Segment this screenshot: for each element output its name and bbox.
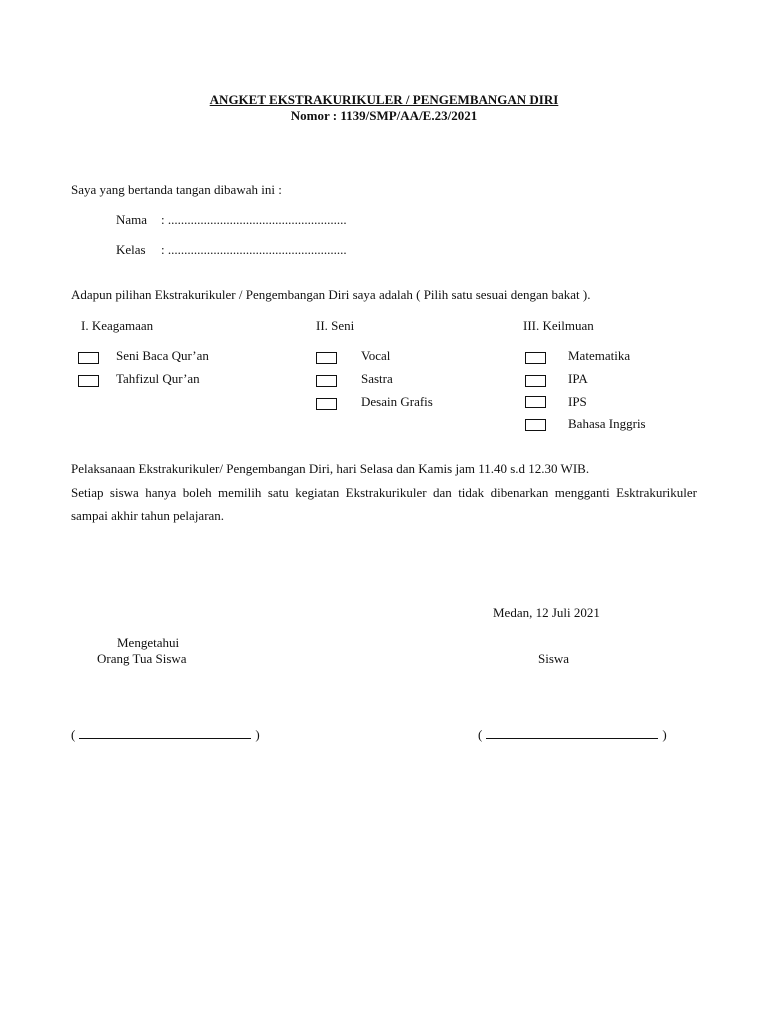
- open-paren: (: [478, 727, 483, 742]
- checkbox-sastra[interactable]: [316, 375, 337, 387]
- option-label: Bahasa Inggris: [568, 416, 646, 431]
- option-label: Sastra: [361, 371, 393, 386]
- checkbox-matematika[interactable]: [525, 352, 546, 364]
- acknowledge-label: Mengetahui: [117, 635, 180, 650]
- option-label: Desain Grafis: [361, 394, 433, 409]
- student-label: Siswa: [538, 651, 570, 666]
- close-paren: ): [662, 727, 667, 742]
- category-heading-keagamaan: I. Keagamaan: [81, 318, 154, 333]
- option-label: Tahfizul Qur’an: [116, 371, 200, 386]
- parent-label: Orang Tua Siswa: [97, 651, 187, 666]
- option-label: Matematika: [568, 348, 631, 363]
- schedule-note: Pelaksanaan Ekstrakurikuler/ Pengembangan Diri, hari Selasa dan Kamis jam 11.40 s.d 12.30 WIB.: [71, 461, 590, 476]
- checkbox-seni-baca-quran[interactable]: [78, 352, 99, 364]
- option-label: Vocal: [361, 348, 391, 363]
- checkbox-desain-grafis[interactable]: [316, 398, 337, 410]
- field-nama-label: Nama: [116, 212, 148, 227]
- checkbox-ips[interactable]: [525, 396, 546, 408]
- field-nama-value[interactable]: : .......................................................: [161, 212, 347, 227]
- checkbox-tahfizul-quran[interactable]: [78, 375, 99, 387]
- student-signature-line[interactable]: [478, 726, 667, 743]
- option-label: IPS: [568, 394, 587, 409]
- field-kelas-value[interactable]: : .......................................................: [161, 242, 347, 257]
- document-number: Nomor : 1139/SMP/AA/E.23/2021: [290, 108, 478, 123]
- field-kelas-label: Kelas: [116, 242, 146, 257]
- document-title: ANGKET EKSTRAKURIKULER / PENGEMBANGAN DIRI: [209, 92, 559, 107]
- signature-blank: [79, 726, 251, 739]
- checkbox-vocal[interactable]: [316, 352, 337, 364]
- close-paren: ): [255, 727, 260, 742]
- checkbox-ipa[interactable]: [525, 375, 546, 387]
- open-paren: (: [71, 727, 76, 742]
- rule-note: Setiap siswa hanya boleh memilih satu kegiatan Ekstrakurikuler dan tidak dibenarkan mengganti Esktrakurikuler sampai akhir tahun pelajaran.: [71, 485, 697, 523]
- checkbox-bahasa-inggris[interactable]: [525, 419, 546, 431]
- option-label: Seni Baca Qur’an: [116, 348, 209, 363]
- signature-blank: [486, 726, 658, 739]
- option-label: IPA: [568, 371, 588, 386]
- category-heading-keilmuan: III. Keilmuan: [523, 318, 594, 333]
- parent-signature-line[interactable]: [71, 726, 260, 743]
- instruction-text: Adapun pilihan Ekstrakurikuler / Pengembangan Diri saya adalah ( Pilih satu sesuai dengan bakat ).: [71, 287, 591, 302]
- place-date: Medan, 12 Juli 2021: [493, 605, 600, 620]
- intro-text: Saya yang bertanda tangan dibawah ini :: [71, 182, 282, 197]
- category-heading-seni: II. Seni: [316, 318, 355, 333]
